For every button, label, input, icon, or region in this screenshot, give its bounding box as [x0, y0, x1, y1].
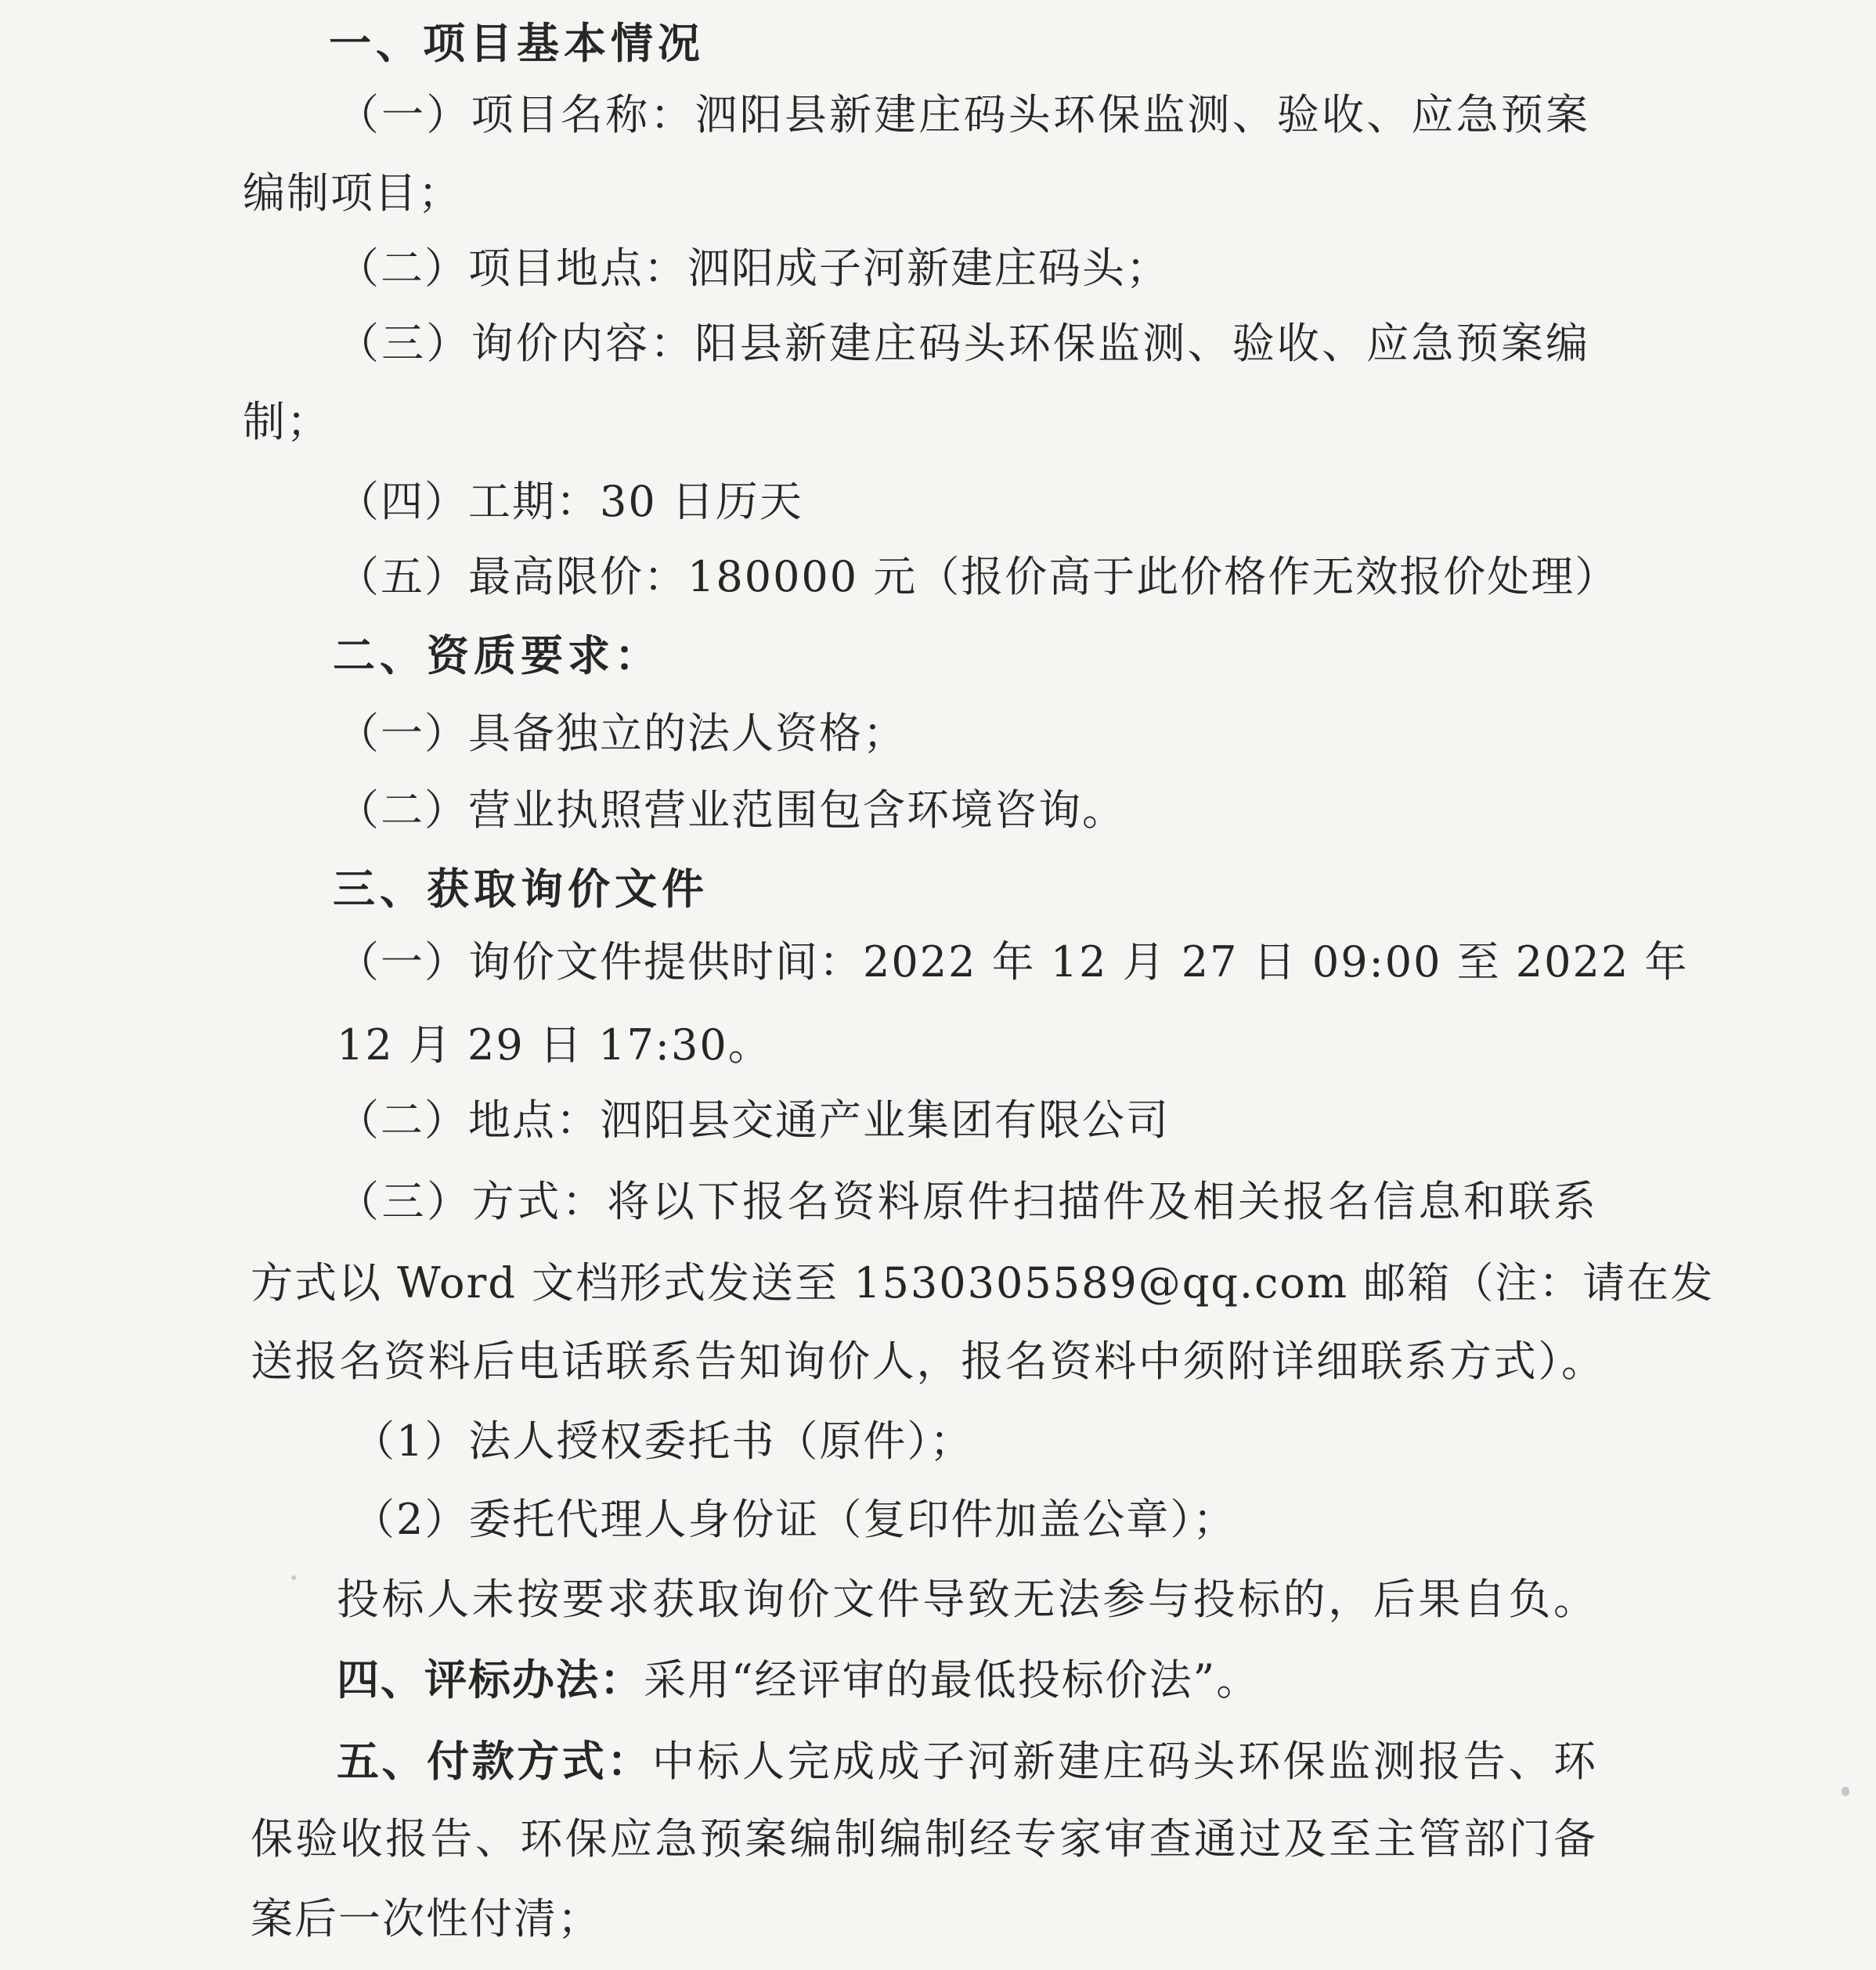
notice-line: 投标人未按要求获取询价文件导致无法参与投标的，后果自负。 — [337, 1575, 1597, 1624]
project-name-line-2: 编制项目； — [243, 168, 462, 218]
section-4-text: 采用“经评审的最低投标价法”。 — [644, 1655, 1261, 1705]
work-period: （四）工期：30 日历天 — [337, 477, 803, 526]
method-line-3: 送报名资料后电话联系告知询价人，报名资料中须附详细联系方式）。 — [251, 1337, 1605, 1386]
material-2: （2）委托代理人身份证（复印件加盖公章）； — [352, 1495, 1237, 1544]
inquiry-content-line-2: 制； — [243, 397, 330, 446]
qualification-2: （二）营业执照营业范围包含环境咨询。 — [337, 785, 1126, 835]
method-line-1: （三）方式：将以下报名资料原件扫描件及相关报名信息和联系 — [337, 1177, 1597, 1226]
section-5-line-2: 保验收报告、环保应急预案编制编制经专家审查通过及至主管部门备 — [251, 1814, 1597, 1864]
document-time-line-2: 12 月 29 日 17:30。 — [337, 1020, 772, 1070]
price-cap: （五）最高限价：180000 元（报价高于此价格作无效报价处理） — [337, 552, 1619, 601]
document-location: （二）地点：泗阳县交通产业集团有限公司 — [337, 1095, 1170, 1145]
section-5-line-3: 案后一次性付清； — [251, 1894, 601, 1943]
qualification-1: （一）具备独立的法人资格； — [337, 709, 907, 758]
section-4-label: 四、评标办法： — [337, 1654, 644, 1705]
scan-speck — [1842, 1787, 1849, 1796]
document-time-line-1: （一）询价文件提供时间：2022 年 12 月 27 日 09:00 至 2022 年 — [337, 937, 1689, 987]
section-1-heading: 一、项目基本情况 — [329, 18, 705, 68]
section-4-line — [337, 1651, 1260, 1709]
method-line-2: 方式以 Word 文档形式发送至 1530305589@qq.com 邮箱（注：请在发 — [251, 1258, 1715, 1308]
project-location: （二）项目地点：泗阳成子河新建庄码头； — [337, 244, 1170, 293]
project-name-line-1: （一）项目名称：泗阳县新建庄码头环保监测、验收、应急预案 — [337, 90, 1589, 139]
scan-speck — [291, 1575, 296, 1580]
inquiry-content-line-1: （三）询价内容：阳县新建庄码头环保监测、验收、应急预案编 — [337, 319, 1589, 368]
section-5-label: 五、付款方式： — [337, 1736, 652, 1786]
material-1: （1）法人授权委托书（原件）； — [352, 1416, 974, 1466]
section-5-line-1 — [337, 1732, 1597, 1791]
section-3-heading: 三、获取询价文件 — [333, 864, 709, 914]
section-5-text-1: 中标人完成成子河新建庄码头环保监测报告、环 — [651, 1737, 1597, 1786]
section-2-heading: 二、资质要求： — [333, 630, 662, 680]
